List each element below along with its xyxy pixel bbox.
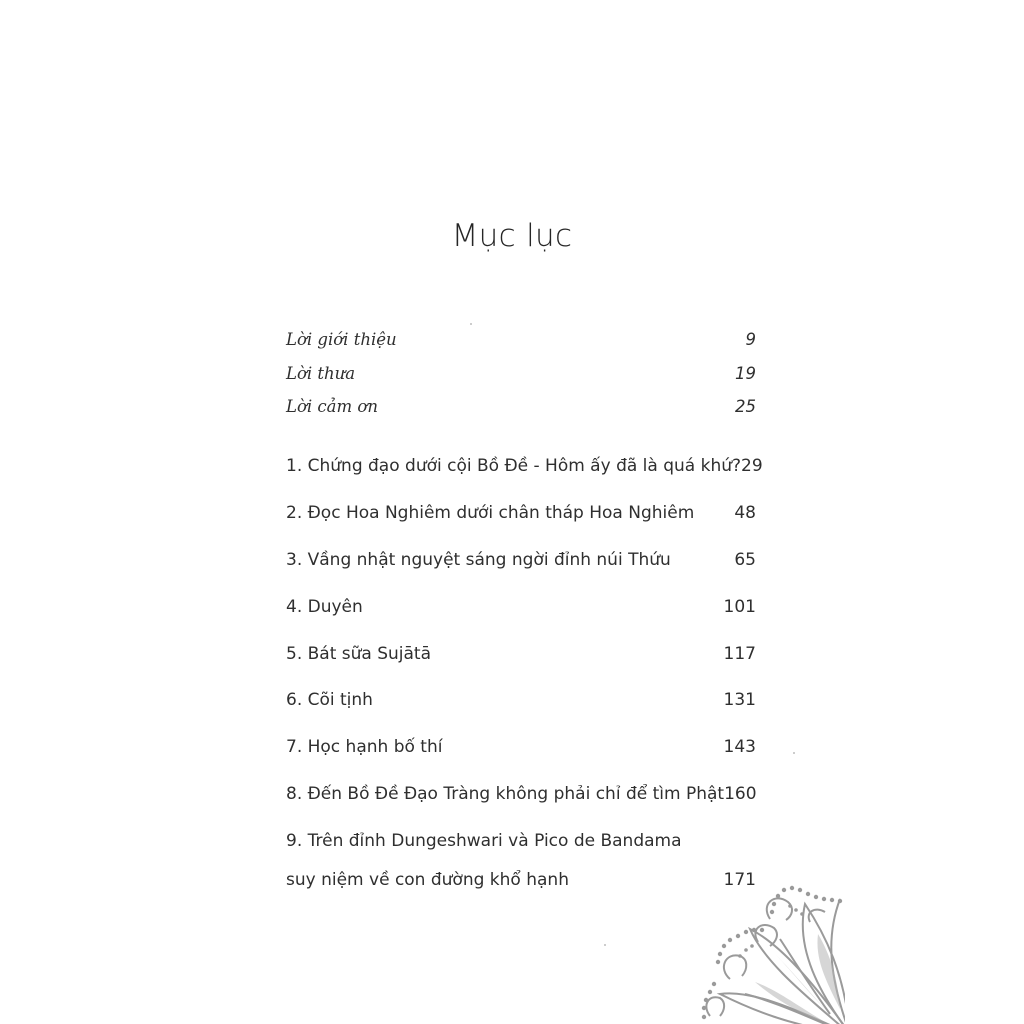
toc-entry-label: Lời cảm ơn: [286, 397, 378, 416]
page-title: Mục lục: [451, 218, 573, 254]
toc-entry-chapter: [286, 644, 756, 664]
toc-entry-chapter: [286, 831, 756, 851]
toc-entry-page: 29: [741, 456, 763, 476]
toc-entry-label: Lời giới thiệu: [286, 330, 397, 349]
toc-entry-label: 9. Trên đỉnh Dungeshwari và Pico de Bandama: [286, 831, 682, 851]
toc-entry-label: 1. Chứng đạo dưới cội Bồ Đề - Hôm ấy đã là quá khứ?: [286, 456, 742, 476]
toc-entry-front-matter: [286, 330, 756, 349]
toc-entry-label-continuation: suy niệm về con đường khổ hạnh: [286, 870, 569, 890]
toc-entry-front-matter: [286, 364, 756, 383]
toc-entry-chapter: [286, 737, 756, 757]
toc-entry-chapter: [286, 550, 756, 570]
paper-speck: [470, 323, 472, 325]
toc-entry-label: 2. Đọc Hoa Nghiêm dưới chân tháp Hoa Nghiêm: [286, 503, 695, 523]
toc-entry-chapter: [286, 597, 756, 617]
toc-entry-page: 25: [735, 397, 756, 416]
toc-entry-label: 3. Vầng nhật nguyệt sáng ngời đỉnh núi Thứu: [286, 550, 671, 570]
toc-entry-chapter: [286, 503, 756, 523]
toc-entry-page: 48: [734, 503, 756, 523]
toc-entry-page: 117: [723, 644, 756, 664]
toc-entry-page: 101: [723, 597, 756, 617]
toc-entry-chapter: [286, 690, 756, 710]
toc-entry-label: 4. Duyên: [286, 597, 363, 617]
paper-speck: [604, 944, 606, 946]
toc-entry-chapter: [286, 456, 763, 476]
toc-entry-chapter: [286, 784, 756, 804]
toc-entry-page: 65: [734, 550, 756, 570]
toc-entry-label: 6. Cõi tịnh: [286, 690, 373, 710]
toc-entry-chapter-continuation: [286, 870, 756, 890]
paper-speck: [793, 752, 795, 754]
toc-entry-front-matter: [286, 397, 756, 416]
mandala-ornament-icon: [700, 884, 845, 1024]
toc-entry-page: 131: [723, 690, 756, 710]
toc-entry-label: Lời thưa: [286, 364, 356, 383]
toc-entry-page: 171: [723, 870, 756, 890]
toc-entry-page: 19: [735, 364, 756, 383]
toc-entry-label: 5. Bát sữa Sujātā: [286, 644, 432, 664]
toc-entry-page: 9: [745, 330, 756, 349]
toc-entry-label: 7. Học hạnh bố thí: [286, 737, 443, 757]
toc-entry-page: 160: [724, 784, 757, 804]
toc-entry-label: 8. Đến Bồ Đề Đạo Tràng không phải chỉ để tìm Phật: [286, 784, 725, 804]
toc-entry-page: 143: [723, 737, 756, 757]
